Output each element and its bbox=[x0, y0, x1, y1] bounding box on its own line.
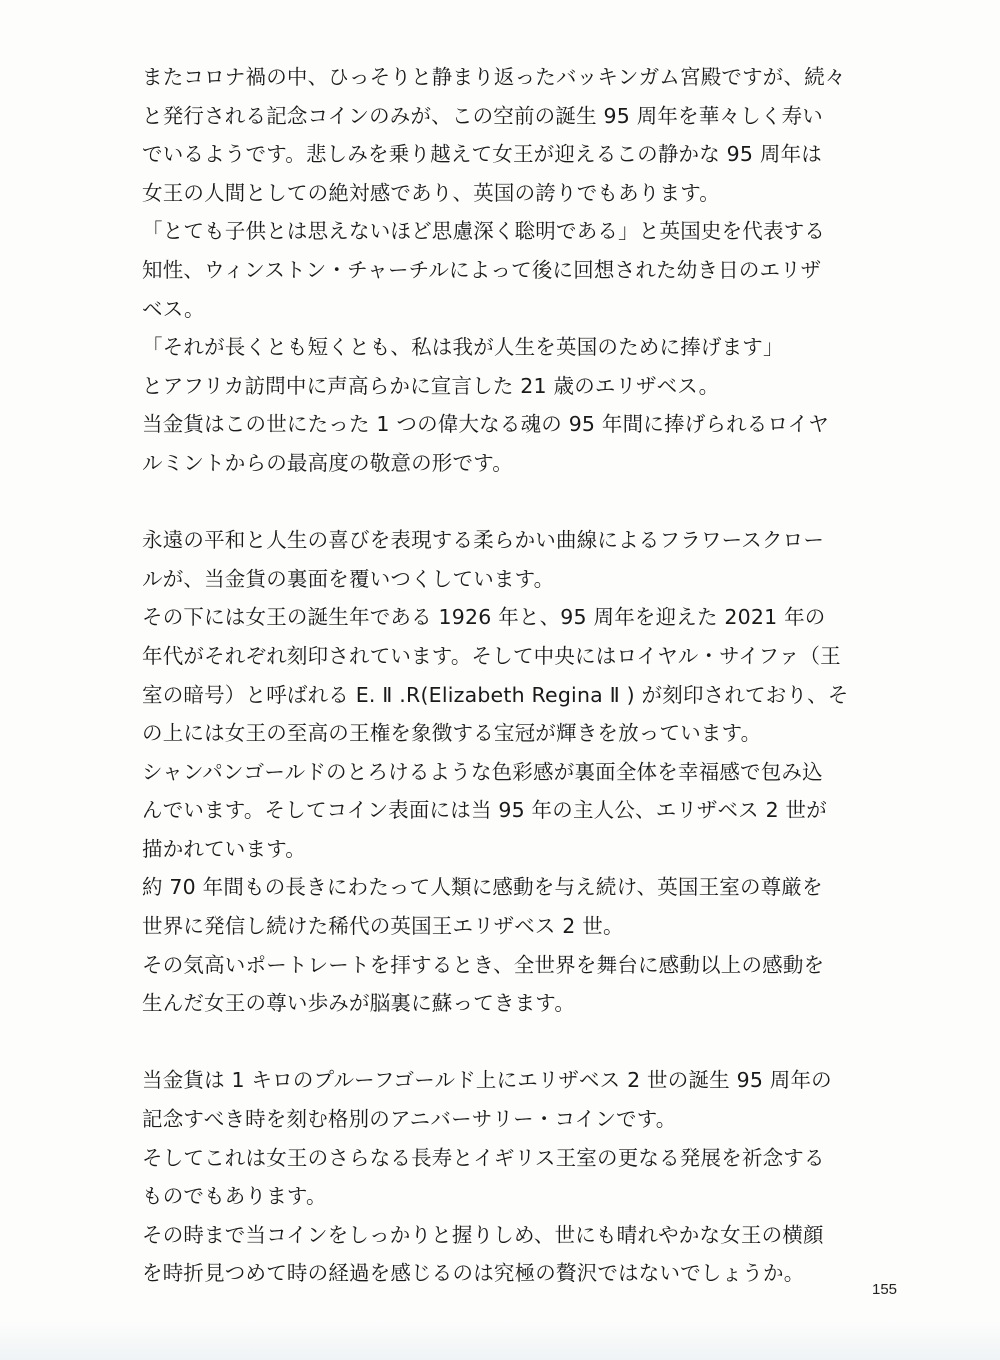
text-line: んでいます。そしてコイン表面には当 95 年の主人公、エリザベス 2 世が bbox=[142, 798, 827, 823]
text-line: 生んだ女王の尊い歩みが脳裏に蘇ってきます。 bbox=[142, 991, 576, 1016]
text-line: ものでもあります。 bbox=[142, 1184, 327, 1209]
text-line: またコロナ禍の中、ひっそりと静まり返ったバッキンガム宮殿ですが、続々 bbox=[142, 65, 846, 89]
text-line: 約 70 年間もの長きにわたって人類に感動を与え続け、英国王室の尊厳を bbox=[142, 875, 823, 900]
text-line: 当金貨は 1 キロのプルーフゴールド上にエリザベス 2 世の誕生 95 周年の bbox=[142, 1068, 832, 1093]
text-line: 世界に発信し続けた稀代の英国王エリザベス 2 世。 bbox=[142, 914, 624, 939]
text-line: を時折見つめて時の経過を感じるのは究極の贅沢ではないでしょうか。 bbox=[142, 1261, 805, 1286]
text-line: 記念すべき時を刻む格別のアニバーサリー・コインです。 bbox=[142, 1107, 677, 1132]
text-line: の上には女王の至高の王権を象徴する宝冠が輝きを放っています。 bbox=[142, 721, 762, 746]
text-line: ベス。 bbox=[142, 296, 205, 321]
text-line: 「とても子供とは思えないほど思慮深く聡明である」と英国史を代表する bbox=[142, 219, 826, 244]
text-line: ルミントからの最高度の敬意の形です。 bbox=[142, 450, 513, 475]
text-line: 当金貨はこの世にたった 1 つの偉大なる魂の 95 年間に捧げられるロイヤ bbox=[142, 412, 829, 437]
text-line: とアフリカ訪問中に声高らかに宣言した 21 歳のエリザベス。 bbox=[142, 373, 720, 398]
page-number: 155 bbox=[872, 1281, 898, 1298]
text-line: その時まで当コインをしっかりと握りしめ、世にも晴れやかな女王の横顔 bbox=[142, 1222, 824, 1247]
paragraph-gap bbox=[142, 1023, 842, 1062]
text-line: その下には女王の誕生年である 1926 年と、95 周年を迎えた 2021 年の bbox=[142, 605, 826, 630]
text-line: そしてこれは女王のさらなる長寿とイギリス王室の更なる発展を祈念する bbox=[142, 1145, 825, 1170]
text-line: ルが、当金貨の裏面を覆いつくしています。 bbox=[142, 566, 555, 591]
paragraph bbox=[142, 521, 849, 1023]
text-line: でいるようです。悲しみを乗り越えて女王が迎えるこの静かな 95 周年は bbox=[142, 142, 822, 167]
paragraph bbox=[142, 1061, 842, 1293]
text-line: 永遠の平和と人生の喜びを表現する柔らかい曲線によるフラワースクロー bbox=[142, 528, 825, 553]
scan-edge-shadow bbox=[0, 1320, 1000, 1360]
text-line: 女王の人間としての絶対感であり、英国の誇りでもあります。 bbox=[142, 180, 720, 205]
paragraph bbox=[142, 58, 846, 483]
paragraph-gap bbox=[142, 483, 842, 522]
text-line: 知性、ウィンストン・チャーチルによって後に回想された幼き日のエリザ bbox=[142, 257, 822, 282]
text-line: その気高いポートレートを拝するとき、全世界を舞台に感動以上の感動を bbox=[142, 952, 825, 977]
text-line: 描かれています。 bbox=[142, 836, 306, 861]
text-line: 室の暗号）と呼ばれる E. Ⅱ .R(Elizabeth Regina Ⅱ ) が刻印されており、そ bbox=[142, 682, 849, 707]
body-text bbox=[142, 58, 849, 1293]
text-line: 年代がそれぞれ刻印されています。そして中央にはロイヤル・サイファ（王 bbox=[142, 643, 841, 668]
text-line: 「それが長くとも短くとも、私は我が人生を英国のために捧げます」 bbox=[142, 335, 784, 360]
text-line: と発行される記念コインのみが、この空前の誕生 95 周年を華々しく寿い bbox=[142, 103, 824, 128]
text-line: シャンパンゴールドのとろけるような色彩感が裏面全体を幸福感で包み込 bbox=[142, 759, 823, 784]
